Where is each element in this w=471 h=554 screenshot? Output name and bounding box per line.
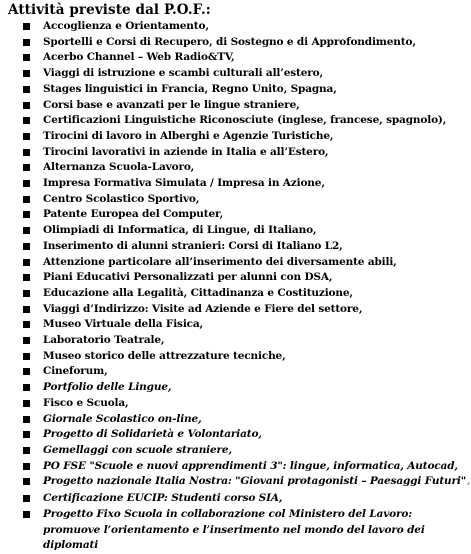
list-item-text [43,192,468,208]
square-bullet-icon [23,227,30,234]
list-item [23,286,468,302]
square-bullet-icon [23,306,30,313]
list-item [23,98,468,114]
list-item-text [43,82,468,98]
square-bullet-icon [23,353,30,360]
square-bullet-icon [23,23,30,30]
square-bullet-icon [23,337,30,344]
square-bullet-icon [23,39,30,46]
list-item [23,160,468,176]
list-item-text [43,270,468,286]
list-item-label: Museo storico delle attrezzature tecniche, [43,349,286,362]
list-item-label: Laboratorio Teatrale, [43,334,165,347]
square-bullet-icon [23,321,30,328]
list-item [23,145,468,161]
list-item [23,192,468,208]
list-item [23,223,468,239]
list-item-label: Accoglienza e Orientamento, [43,20,209,32]
list-item [23,207,468,223]
list-item-label: Gemellaggi con scuole straniere, [43,443,232,456]
list-item-text [43,50,468,66]
list-item-text [43,207,468,223]
square-bullet-icon [23,54,30,61]
list-item [23,396,468,412]
square-bullet-icon [23,211,30,218]
list-item-label: Tirocini lavorativi in aziende in Italia e all’Estero, [43,145,329,158]
list-item-label: Progetto nazionale Italia Nostra: "Giovani protagonisti – Paesaggi Futuri" [43,475,467,488]
square-bullet-icon [23,196,30,203]
square-bullet-icon [23,243,30,250]
square-bullet-icon [23,164,30,171]
square-bullet-icon [23,133,30,140]
list-item [23,317,468,333]
list-item-label: Attenzione particolare all’inserimento dei diversamente abili, [43,255,397,268]
list-item-label: Piani Educativi Personalizzati per alunni con DSA, [43,271,333,284]
list-item [23,427,468,443]
list-item [23,176,468,192]
list-item-label: Viaggi di istruzione e scambi culturali all’estero, [43,67,324,80]
activity-list [23,19,471,554]
list-item-label: Inserimento di alunni stranieri: Corsi di Italiano L2, [43,239,343,252]
square-bullet-icon [23,495,30,502]
list-item [23,302,468,318]
list-item [23,35,468,51]
list-item-label: Patente Europea del Computer, [43,208,224,221]
list-item [23,412,468,428]
list-item-label: Stages linguistici in Francia, Regno Unito, Spagna, [43,82,337,95]
list-item-text [43,491,468,507]
square-bullet-icon [23,86,30,93]
square-bullet-icon [23,274,30,281]
list-item [23,66,468,82]
list-item-label: Impresa Formativa Simulata / Impresa in Azione, [43,177,325,190]
list-item-text [43,145,468,161]
list-item-text [43,349,468,365]
list-item-label: Acerbo Channel – Web Radio&TV, [43,51,235,64]
list-item [23,19,468,35]
list-item-label: Giornale Scolastico on-line, [43,412,202,425]
list-item-text [43,302,468,318]
list-item-label: Tirocini di lavoro in Alberghi e Agenzie Turistiche, [43,129,334,142]
list-item [23,82,468,98]
list-item-text [43,35,468,51]
list-item-text [43,176,468,192]
list-item-text [43,412,468,428]
list-item [23,507,468,554]
square-bullet-icon [23,384,30,391]
list-item-text [43,98,468,114]
list-item [23,364,468,380]
list-item-label: Fisco e Scuola, [43,396,129,409]
list-item-label: Viaggi d’Indirizzo: Visite ad Aziende e Fiere del settore, [43,302,363,315]
list-item-text [43,333,468,349]
list-item [23,491,468,507]
square-bullet-icon [23,117,30,124]
list-item [23,255,468,271]
list-item-text [43,459,468,475]
list-item-label: Certificazione EUCIP: Studenti corso SIA, [43,492,283,505]
list-item-text [43,286,468,302]
square-bullet-icon [23,447,30,454]
list-item-text [43,507,468,554]
list-item-label: Progetto Fixo Scuola in collaborazione col Ministero del Lavoro: promuove l’orientamento e l’inserimento nel mondo del lavoro dei diplomati [43,507,425,552]
square-bullet-icon [23,259,30,266]
list-item-text [43,223,468,239]
list-item-label: Alternanza Scuola-Lavoro, [43,161,195,174]
list-item-label: Olimpiadi di Informatica, di Lingue, di Italiano, [43,224,317,237]
square-bullet-icon [23,416,30,423]
list-item [23,333,468,349]
list-item-label: Corsi base e avanzati per le lingue straniere, [43,98,300,111]
trailing-comma-mark: ‚ [467,477,471,488]
square-bullet-icon [23,463,30,470]
list-item-text [43,66,468,82]
square-bullet-icon [23,478,30,485]
list-item [23,349,468,365]
list-item [23,113,468,129]
list-item-text [43,160,468,176]
list-item-text [43,113,468,129]
list-item-label: Centro Scolastico Sportivo, [43,192,200,205]
square-bullet-icon [23,70,30,77]
list-item-text [43,396,468,412]
list-item-text [43,443,468,459]
list-item-text [43,317,468,333]
square-bullet-icon [23,149,30,156]
list-item [23,270,468,286]
list-item-label: Sportelli e Corsi di Recupero, di Sostegno e di Approfondimento, [43,35,416,48]
list-item [23,459,468,475]
page-title: Attività previste dal P.O.F.: [8,2,211,18]
list-item-label: Museo Virtuale della Fisica, [43,318,204,331]
list-item [23,50,468,66]
list-item [23,239,468,255]
list-item-text [43,19,468,35]
list-item-text [43,427,468,443]
list-item-text [43,239,468,255]
list-item-text [43,255,468,271]
list-item-text [43,364,468,380]
list-item [23,380,468,396]
square-bullet-icon [23,180,30,187]
list-item [23,129,468,145]
square-bullet-icon [23,511,30,518]
list-item-label: Portfolio delle Lingue, [43,381,172,394]
square-bullet-icon [23,102,30,109]
list-item-label: PO FSE "Scuole e nuovi apprendimenti 3": lingue, informatica, Autocad, [43,459,458,472]
square-bullet-icon [23,290,30,297]
square-bullet-icon [23,400,30,407]
list-item [23,443,468,459]
list-item-label: Progetto di Solidarietà e Volontariato, [43,428,262,441]
list-item-text [43,380,468,396]
square-bullet-icon [23,368,30,375]
list-item-label: Certificazioni Linguistiche Riconosciute (inglese, francese, spagnolo), [43,114,447,127]
list-item-label: Cineforum, [43,365,108,378]
list-item-text [43,129,468,145]
list-item-label: Educazione alla Legalità, Cittadinanza e Costituzione, [43,286,353,299]
square-bullet-icon [23,431,30,438]
